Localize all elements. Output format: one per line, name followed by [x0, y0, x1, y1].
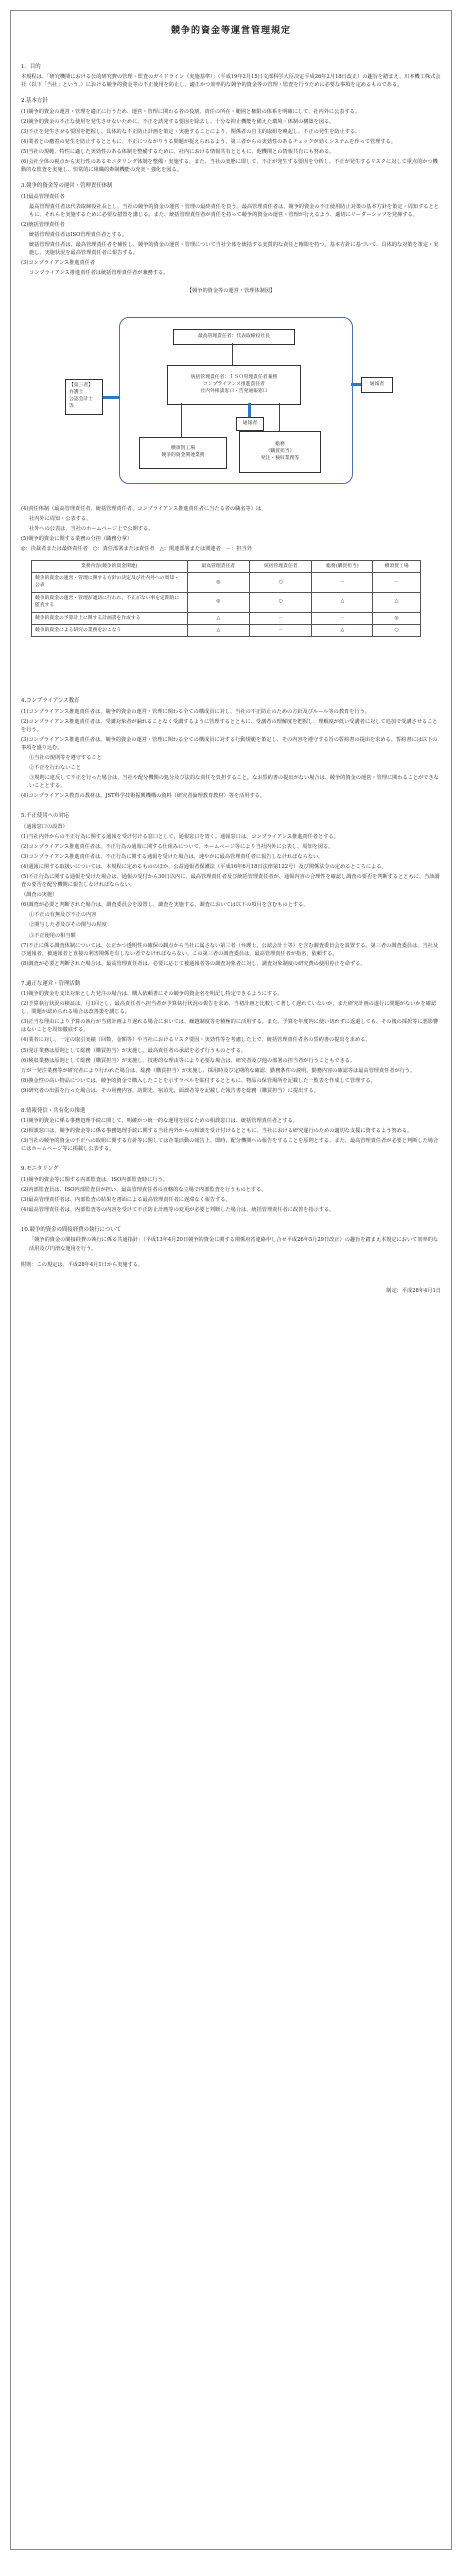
box-label: 総務 [275, 441, 285, 447]
section-responsibility-cont [21, 505, 441, 553]
section-heading: 7.適正な運営・管理活動 [21, 980, 81, 987]
section-misuse-response [21, 812, 441, 967]
box-label: 競争的資金関連業務 [161, 453, 205, 459]
box-label: 弁護士 [69, 390, 84, 396]
list-item: (5)発注業務は原則として総務（購買担当）が実施し、最高責任者の承認を必ず行うものとする。 [21, 1047, 247, 1054]
subsection-body: 社外への公表は、当社のホームページ上で公開する。 [29, 526, 154, 533]
table-row [32, 625, 421, 637]
list-item: ①不正の有無及び不正の内容 [29, 912, 97, 919]
subsection-heading: (1)最高管理責任者 [21, 193, 65, 200]
box-label: 公認会計士 [69, 397, 93, 403]
section-indirect-costs [21, 1226, 441, 1269]
box-label: 【第三者】 [69, 383, 93, 389]
box-whistleblower [361, 377, 393, 393]
list-item: (1)コンプライアンス推進責任者は、競争的資金の運営・管理に関わる全ての構成員に対し、当社の不正防止のための方針及びルール等の教育を行う。 [21, 708, 370, 715]
table-cell: △ [187, 625, 249, 637]
list-item: (3)コンプライアンス推進責任者は、不正行為に関する通報を受けた場合は、速やかに最高管理責任者に報告しなければならない。 [21, 854, 324, 861]
list-item: (2)コンプライアンス推進責任者は、不正行為の通報に関する仕組みについて、ホームページ等により当社内外に公表し、周知を図る。 [21, 843, 334, 850]
table-cell: 競争的資金の運営・管理に関する方針の決定及び社内外への周知・公表 [32, 572, 188, 592]
subsection-heading: （通報窓口の設置） [21, 823, 68, 830]
box-factory [139, 437, 227, 469]
table-cell: ○ [250, 592, 312, 612]
list-item: (7)不正に係る調査体制については、公正かつ透明性の確保の観点から当社に属さない第三者（弁護士、公認会計士等）を含む調査委員会を設置する。第三者の調査委員は、当社及び通報者、被通報者と直接の利害関係を有しない者でなければならない。この第三者の調査委員は、最高管理責任者が指名、依頼する。 [21, 942, 439, 957]
section-responsibility [21, 182, 441, 277]
table-cell: △ [187, 612, 249, 624]
table-cell: － [312, 612, 373, 624]
table-cell: △ [373, 592, 421, 612]
list-item: (2)内部監査員は、ISO内部監査員が担い、最高管理責任者の直轄的な立場で内部監査を行うものとする。 [21, 1186, 267, 1193]
box-label: 発注・検収業務等 [260, 455, 300, 461]
list-item: (4)コンプライアンス教育の教材は、JST科学技術振興機構の資料（研究者倫理教育教材）等を活用する。 [21, 793, 266, 800]
section-body: 本規程は、「研究機関における公的研究費の管理・監査のガイドライン（実施基準）」（平成19年2月15日文部科学大臣決定平成26年2月18日改正）の趣旨を踏まえ、川本機工株式会社（以下「当社」という。）における競争的資金等の不正使用を防止し、適正かつ効率的な競争的資金等の管理・監査を行うために必要な事項を定めるものである。 [21, 74, 441, 89]
list-item: (6)検収業務は原則として総務（購買担当）が実施し、技術的な理由等により必要な場合は、研究者及び他の部署の担当者が行うこともできる。 [21, 1057, 356, 1064]
section-heading: 3.競争的資金等の運営・管理責任体制 [21, 183, 113, 190]
table-cell: △ [312, 625, 373, 637]
list-item: (3)不正を発生させる要因を把握し、具体的な不正防止計画を策定・実施することにより、関係者の自主的取組を喚起し、不正の発生を防止する。 [21, 128, 361, 135]
box-label: 横須賀工場 [171, 446, 195, 452]
list-item: (4)最高管理責任者は、内部監査等の内容を受けて不正防止計画等の変更が必要と判断した場合は、統括管理責任者に改善を指示する。 [21, 1207, 335, 1214]
list-item: (3)最高管理責任者は、内部監査の結果を書面による最高管理責任者に遅滞なく報告する。 [21, 1196, 231, 1203]
org-diagram [61, 287, 401, 497]
table-cell: 競争的資金の運営・管理が適切に行われ、不正がない事を定期的に監査する [32, 592, 188, 612]
page-title: 競争的資金等運営管理規定 [170, 26, 291, 36]
enactment-date: 制定：平成28年4月1日 [386, 1287, 441, 1294]
document-page [10, 10, 452, 2550]
subsection-body: 統括管理責任者は、最高管理責任者を補佐し、競争的資金の運営・管理について当社全体を統括する実質的な責任と権限を持つ。基本方針に基づいて、具体的な対策を策定・実施し、実施状況を最高管理責任者に報告する。 [29, 241, 439, 256]
list-item: (4)通報に関する取扱いについては、本規程に定めるもののほか、公益通報者保護法（平成16年6月18日法律第122号）及び関係法令の定めるところによる。 [21, 864, 387, 871]
table-cell: ◎ [373, 612, 421, 624]
arrow-up [248, 403, 251, 417]
table-cell: 競争的資金の予算計上に関する計画書を作成する [32, 612, 188, 624]
table-cell: ◎ [187, 592, 249, 612]
list-item: (3)当社の競争的資金の不正への取組に関する方針等に関しては企業活動の報告上、即時、配分機関への報告をすることを原則とする。また、最高管理責任者が必要と判断した場合にはホームページ等に掲載し公表する。 [21, 1138, 439, 1153]
box-top-manager [173, 329, 295, 345]
box-general-manager [167, 365, 301, 405]
section-heading: 4.コンプライアンス教育 [21, 698, 80, 705]
section-heading: 9.モニタリング [21, 1166, 59, 1173]
list-item: (1)競争的資金を支出対象とした発注の場合は、購入依頼書にその競争的資金名を明記し特定できるようにする。 [21, 991, 283, 998]
table-cell: － [373, 572, 421, 592]
list-item: ②関与した者及びその関与の程度 [29, 922, 107, 929]
list-item: (1)当社内外からの不正行為に関する通報を受け付ける窓口として、通報窓口を置く。通報窓口は、コンプライアンス推進責任者とする。 [21, 833, 339, 840]
diagram-title: 【競争的資金等の運営・管理体制図】 [186, 288, 276, 295]
table-header-row [32, 560, 421, 572]
section-heading: 5.不正使用への対応 [21, 813, 70, 820]
connector-line [279, 403, 280, 431]
table-cell: 競争的資金による研究の業務をおこなう [32, 625, 188, 637]
connector-line [232, 343, 233, 365]
section-proper-management [21, 980, 441, 1095]
subsection-heading: (3)コンプライアンス推進責任者 [21, 260, 96, 267]
connector-line [181, 403, 182, 437]
list-item: (2)コンプライアンス推進責任者は、受講対象者が漏れることなく受講するように管理するとともに、受講者の理解度を把握し、理解度が低い受講者に対して追加で受講させることを行う。 [21, 718, 438, 733]
table-header: 総務(購買担当) [312, 560, 373, 572]
list-item: (3)正当な理由により予算の執行が当初計画より遅れる場合においては、繰越制度等を積極的に活用する。また、予算を年度内に使い切れずに返還しても、その後の採択等に悪影響はないことを周知徹底する。 [21, 1019, 439, 1034]
section-monitoring [21, 1165, 441, 1214]
list-item: (6)会社全体の視点から実行性のあるモニタリング体制を整備・実施する。また、当社の実態に即して、不正が発生する要因を分析し、不正が発生するリスクに対して重点的かつ機動的な監査を実施し、恒常的に組織的牽制機能の充実・強化を図る。 [21, 159, 438, 174]
table-cell: － [250, 612, 312, 624]
subsection-heading: （調査の実施） [21, 892, 58, 899]
subsection-body: 最高管理責任者は代表取締役社長とし、当社の競争的資金の運営・管理の最終責任を負う。最高管理責任者は、競争的資金の不正使用防止対策の基本方針を策定・周知するとともに、それらを実施するために必要な措置を講じる。また、統括管理責任者が責任を持って競争的資金の運営・管理が行えるよう、適切にリーダーシップを発揮する。 [29, 203, 439, 218]
list-item: ③不正使用の相当額 [29, 932, 76, 939]
table-row [32, 572, 421, 592]
table-row [32, 592, 421, 612]
list-item: (2)予算執行状況の検証は、月1回とし、最高責任者へ担当者が予算執行状況の報告を求め、当初計画と比較して著しく遅れていないか、また研究計画の遂行に問題がないかを確認し、問題が認められる場合は改善策を講じる。 [21, 1001, 437, 1016]
subsection-body: 統括管理責任者はISO管理責任者とする。 [29, 231, 128, 238]
list-item: (6)調査が必要と判断された場合は、調査委員会を設置し、調査を実施する。調査においては以下の項目を含むものとする。 [21, 902, 309, 909]
table-cell: － [312, 572, 373, 592]
subsection-heading: (2)統括管理責任者 [21, 221, 65, 228]
list-item: (2)競争的資金の不正な使用を発生させないために、不正を誘発する要因を除去し、十分な抑止機能を備えた環境・体制の構築を図る。 [21, 118, 335, 125]
table-cell: ○ [250, 572, 312, 592]
table-legend: ◎：決裁者または最終責任者 ○：責任部署または責任者 △：関連部署または関連者 －：担当外 [21, 546, 252, 553]
table-header: 業務内容(競争的資金関連) [32, 560, 188, 572]
box-third-party [65, 379, 103, 415]
table-cell: ○ [373, 625, 421, 637]
box-label: 社内外相談窓口・告発通報窓口 [200, 388, 268, 394]
section-heading: 2.基本方針 [21, 98, 48, 105]
section-compliance-education [21, 697, 441, 800]
box-label: 通報者 [369, 381, 385, 387]
box-label: 等 [69, 404, 74, 410]
list-item: (5)当社の規範、特性に適した実効性のある体制を整備するために、社内における情報共有とともに、他機関との情報共有にも努める。 [21, 149, 335, 156]
subsection-body: (4)責任体制（最高管理責任者、統括管理責任者、コンプライアンス推進責任者に当たる者の職名等）は、 [21, 506, 267, 513]
section-heading: 8.情報発信・共有化の推進 [21, 1107, 86, 1114]
list-item: (1)競争的資金の運営・管理を適正に行うため、運営・管理に関わる者の役割、責任の所在・範囲と権限の体系を明確にして、社内外に公表する。 [21, 108, 361, 115]
table-cell: ◎ [187, 572, 249, 592]
box-label: （購買担当） [265, 448, 295, 454]
table-header: 最高管理責任者 [187, 560, 249, 572]
section-basic-policy [21, 97, 441, 174]
box-label: 最高管理責任者：代表取締役社長 [198, 333, 270, 339]
section-information-sharing [21, 1107, 441, 1154]
list-item: ②不正を行わないこと [29, 765, 81, 772]
section-body: 「競争的資金の間接経費の執行に係る共通指針」（平成13年4月20日競争的資金に関する関係府省連絡申し合せ平成26年5月29日改正）の趣旨を踏まえ本規定において効率的な活用及び円滑な運用を行う。 [29, 1237, 439, 1252]
subsection-body: コンプライアンス推進責任者は統括管理責任者が兼務する。 [29, 270, 169, 277]
list-item: (2)相談窓口は、競争的資金等に係る事務処理手続に関する当社内外からの相談を受け付けるとともに、当社における研究遂行のための適切な支援に資するよう努める。 [21, 1128, 413, 1135]
section-purpose [21, 63, 441, 90]
arrow-left [103, 396, 119, 399]
list-item: (8)換金性の高い物品については、競争的資金で購入したことを示すラベルを貼付するとともに、物品の保管場所を記載した一覧表を作成して管理する。 [21, 1077, 376, 1084]
table-header: 統括管理責任者 [250, 560, 312, 572]
list-item: (3)コンプライアンス推進責任者は、競争的資金の運営・管理に関わる全ての構成員に対する行動規範を策定し、その内容を遵守する旨の誓約書の提出を求める。誓約書には以下の事項を盛り込む。 [21, 737, 438, 752]
subsection-heading: (5)競争的資金に関する業務の分担（職務分掌） [21, 536, 133, 543]
box-label: コンプライアンス推進責任者 [203, 381, 265, 387]
list-item: (8)調査が必要と判断された場合は、最高管理責任者は、必要に応じて被通報者等の調査対象者に対し、調査対象制度の研究費の使用停止を命ずる。 [21, 960, 366, 967]
table-cell: △ [312, 592, 373, 612]
section-heading: 1．目的 [21, 63, 41, 70]
box-label: 統括管理責任者：ＩＳＯ管理責任者兼務 [190, 374, 278, 380]
list-item: 万が一発注業務等が研究者により行われた場合は、総務（購買担当）が実施し、採用時及び定期的な確認、勤務条件の説明、勤務内容の確認等は最高管理責任者が行う。 [21, 1067, 416, 1074]
box-general-affairs [239, 431, 321, 473]
box-label: 通報者 [242, 420, 258, 426]
duty-table [31, 560, 421, 638]
list-item: (4)業者に対し、一定の取引実績（回数、金額等）や当社におけるリスク要因・実効性等を考慮した上で、統括管理責任者名の誓約書の提出を求める。 [21, 1037, 371, 1044]
appendix-note: 附則：この規定は、平成28年4月1日から実施する。 [21, 1261, 144, 1268]
list-item: (4)業者との癒着の発生を防止するとともに、不正につながりうる問題が捉えられるよう、第三者からの実効性のあるチェックが効くシステムを作って管理する。 [21, 139, 396, 145]
list-item: ③規則に違反して不正を行った場合は、当社や配分機関の処分及び法的な責任を負担すること。なお誓約書の提出がない場合は、競争的資金の運営・管理に関わることができないこととする。 [29, 775, 439, 790]
list-item: (1)競争的資金に係る事務処理手続に関して、明確かつ統一的な運用を図るための相談窓口は、統括管理責任者とする。 [21, 1118, 298, 1125]
box-reporter [236, 417, 264, 431]
table-row [32, 612, 421, 624]
table-cell: － [250, 625, 312, 637]
list-item: (5)不正行為に関する通報を受けた場合は、通報の受付から30日以内に、最高管理責任者及び統括管理責任者が、通報内容の合理性を確認し調査の要否を判断するとともに、当該調査の要否を配分機関に報告しなければならない。 [21, 874, 440, 889]
list-item: (1)競争的資金等に関する内部監査は、ISO内部監査時に行う。 [21, 1176, 168, 1183]
list-item: (9)研究者の出張を行った場合は、その用務内容、訪問先、宿泊先、面談者等を記載した報告書を総務（購買担当）に提出する。 [21, 1087, 319, 1094]
arrow-right [351, 383, 361, 386]
list-item: ①当社の規則等を遵守すること [29, 755, 102, 762]
table-header: 横須賀工場 [373, 560, 421, 572]
section-heading: 10.競争的資金の間接経費の執行について [21, 1227, 122, 1234]
subsection-body: 社内外に周知・公表する。 [29, 516, 92, 523]
